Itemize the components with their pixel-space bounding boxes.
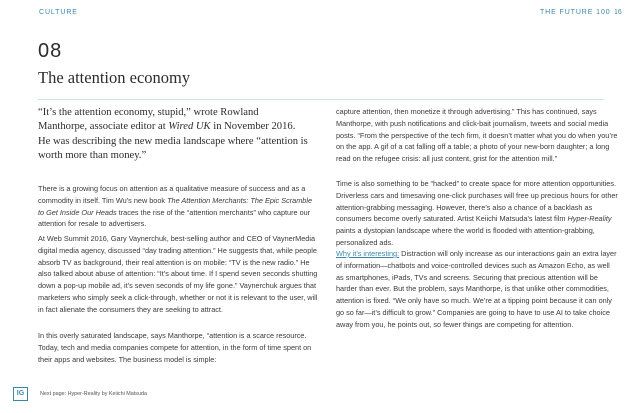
film-title: Hyper-Reality (567, 214, 612, 224)
lead-paragraph (38, 106, 310, 163)
section-label: CULTURE (39, 9, 78, 16)
article-title: The attention economy (38, 68, 191, 87)
body-paragraph-1 (38, 183, 320, 230)
paragraph-text: Time is also something to be “hacked” to create space for more attention opportunities. Driverless cars and timesaving one-click purchases will free up precious hours for other attention-grabbing messaging. However, there’s also a chance of a backlash as consumers become overly saturated. Artist Keiichi Matsuda’s latest film (336, 179, 618, 224)
publication-name: Wired UK (168, 121, 211, 133)
why-interesting-label: Why it’s interesting: (336, 249, 400, 258)
paragraph-text: Distraction will only increase as our interactions gain an extra layer of information—chatbots and voice-controlled devices such as Amazon Echo, as well as smartphones, iPads, TVs and screens. Securing that precious attention will be harder than ever. But the problem, says Manthorpe, is that unlike other commodities, attention is fixed. “We only have so much. We’re at a tipping point because it can only go so far—it’s difficult to grow.” Companies are going to have to use AI to take choice away from you, he points out, so fewer things are competing for attention. (336, 249, 617, 329)
paragraph-text: There is a growing focus on attention as a qualitative measure of success and as a commodity in itself. Tim Wu’s new book (38, 184, 306, 205)
lead-text-start: “It’s the attention economy, stupid,” wrote Rowland Manthorpe, associate editor at (38, 107, 259, 133)
article-number: 08 (38, 40, 63, 62)
body-paragraph-6 (336, 248, 618, 331)
body-paragraph-2: At Web Summit 2016, Gary Vaynerchuk, best-selling author and CEO of VaynerMedia digital media agency, discussed “day trading attention.” He suggests that, while people absorb TV as background, their real attention is on mobile: “TV is the new radio.” He also talked about abuse of attention: “It’s about time. If I spend seven seconds shutting down a pop-up mobile ad, it’s seven seconds of my life gone.” Vaynerchuk argues that marketers who simply seek a click-through, whether or not it is relevant to the user, will in fact alienate the consumers they are seeking to attract. (38, 234, 318, 314)
book-title: The Attention Merchants: The Epic Scramble to Get Inside Our Heads (38, 195, 313, 217)
body-paragraph-4: capture attention, then monetize it through advertising.” This has continued, says Manthorpe, with push notifications and click-bait journalism, tweets and social media posts. “From the perspective of the tech firm, it doesn’t matter what you do when you’re on the app. A gif of a cat falling off a table; a photo of your new-born daughter; a long read on the refugee crisis: all just content, grist for the attention mill.” (336, 107, 618, 164)
ig-logo: IG (13, 387, 28, 401)
paragraph-text: paints a dystopian landscape where the world is flooded with attention-grabbing, personalized ads. (336, 226, 595, 247)
body-paragraph-5 (336, 178, 618, 249)
body-paragraph-3: In this overly saturated landscape, says Manthorpe, “attention is a scarce resource. Today, tech and media companies compete for attention, in the form of time spent on their apps and websites. The business model is simple: (38, 331, 312, 364)
lead-text-end: in November 2016. He was describing the new media landscape where “attention is worth more than money.” (38, 121, 308, 161)
paragraph-text: traces the rise of the “attention merchants” who capture our attention for resale to advertisers. (38, 207, 311, 229)
report-title: THE FUTURE 100 (540, 9, 611, 16)
footer-caption: Next page: Hyper-Reality by Keiichi Matsuda (40, 391, 147, 397)
page-number: 16 (614, 9, 622, 16)
title-divider (38, 99, 604, 100)
